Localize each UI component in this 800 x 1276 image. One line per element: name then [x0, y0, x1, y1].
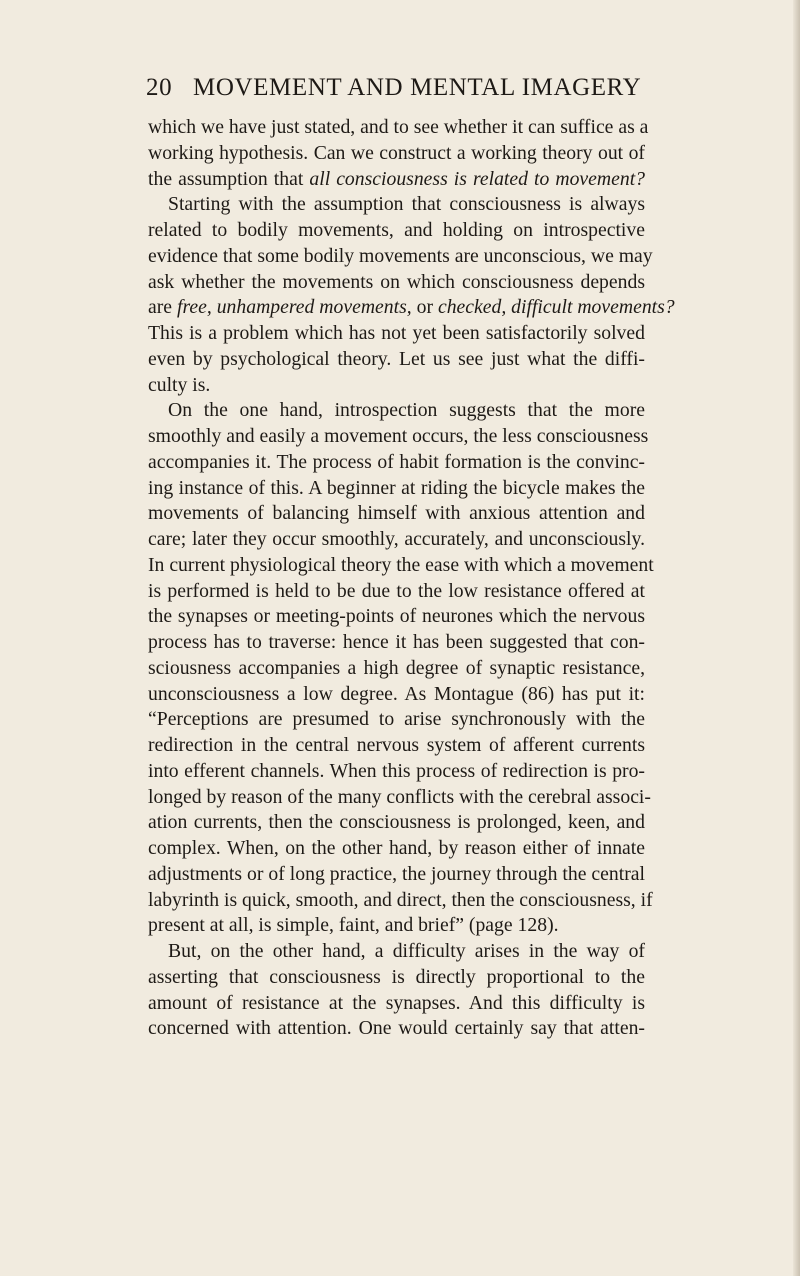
text-line: which we have just stated, and to see whether it can suffice as a — [148, 116, 649, 138]
paragraph-start-line: Starting with the assumption that consciousness is always — [168, 193, 645, 216]
text-line: complex. When, on the other hand, by reason either of innate — [148, 837, 645, 859]
text-line: adjustments or of long practice, the journey through the central — [148, 862, 645, 885]
paragraph-start-line: But, on the other hand, a difficulty arises in the way of — [168, 940, 645, 962]
text-line: asserting that consciousness is directly proportional to the — [148, 965, 645, 988]
text-line: culty is. — [148, 373, 211, 396]
text-line: related to bodily movements, and holding on introspective — [148, 219, 645, 241]
page-number: 20 — [146, 74, 173, 101]
running-title: MOVEMENT AND MENTAL IMAGERY — [193, 74, 642, 101]
text-line: movements of balancing himself with anxious attention and — [148, 502, 645, 525]
text-line: working hypothesis. Can we construct a working theory out of — [148, 141, 645, 164]
page-edge-shadow — [793, 0, 800, 1276]
text-line: labyrinth is quick, smooth, and direct, then the consciousness, if — [148, 888, 653, 911]
paragraph-start-line: On the one hand, introspection suggests that the more — [168, 399, 645, 422]
text-line: redirection in the central nervous system of afferent currents — [148, 734, 645, 756]
text-line: This is a problem which has not yet been satisfactorily solved — [148, 322, 645, 344]
text-line: care; later they occur smoothly, accurately, and unconsciously. — [148, 528, 645, 550]
text-line: evidence that some bodily movements are unconscious, we may — [148, 244, 653, 267]
text-line: amount of resistance at the synapses. And this difficulty is — [148, 991, 645, 1014]
text-line: even by psychological theory. Let us see just what the diffi- — [148, 347, 645, 370]
text-line: smoothly and easily a movement occurs, the less consciousness — [148, 425, 649, 447]
text-line: ask whether the movements on which consciousness depends — [148, 270, 645, 293]
text-line: are free, unhampered movements, or checked, difficult movements? — [148, 296, 675, 319]
page-header — [146, 74, 666, 110]
text-line: ing instance of this. A beginner at riding the bicycle makes the — [148, 476, 645, 499]
text-line: process has to traverse: hence it has been suggested that con- — [148, 631, 645, 653]
text-line: is performed is held to be due to the low resistance offered at — [148, 579, 645, 602]
text-line: ation currents, then the consciousness is prolonged, keen, and — [148, 811, 645, 834]
text-line: into efferent channels. When this process of redirection is pro- — [148, 759, 645, 782]
text-line: the assumption that all consciousness is related to movement? — [148, 167, 646, 190]
text-line: In current physiological theory the ease with which a movement — [148, 553, 654, 576]
body-text — [148, 115, 675, 1042]
text-line: concerned with attention. One would certainly say that atten- — [148, 1017, 645, 1040]
text-line: unconsciousness a low degree. As Montague (86) has put it: — [148, 682, 645, 705]
text-line: longed by reason of the many conflicts with the cerebral associ- — [148, 785, 651, 808]
text-line: sciousness accompanies a high degree of synaptic resistance, — [148, 656, 645, 679]
text-line: “Perceptions are presumed to arise synchronously with the — [148, 708, 645, 731]
text-line: present at all, is simple, faint, and brief” (page 128). — [148, 914, 559, 937]
text-line: the synapses or meeting-points of neurones which the nervous — [148, 605, 645, 628]
text-line: accompanies it. The process of habit formation is the convinc- — [148, 450, 645, 473]
